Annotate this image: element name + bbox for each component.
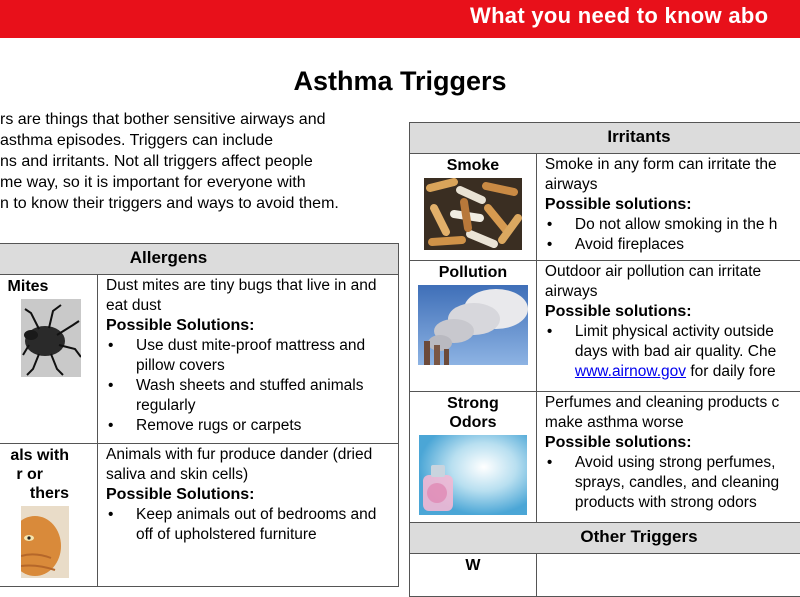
solution-line: • Avoid using strong perfumes, [575,453,800,473]
solutions-title: Possible solutions: [545,433,800,453]
pollution-description-cell [536,261,800,392]
solution-line: days with bad air quality. Che [575,342,800,362]
row-label: thers [0,484,69,503]
solutions-title: Possible Solutions: [106,316,392,336]
row-label: Pollution [410,263,536,282]
header-banner [0,0,800,38]
solution-line: sprays, candles, and cleaning [575,473,800,493]
solution-line: off of upholstered furniture [136,525,392,545]
row-label: r or [0,465,69,484]
intro-line: n to know their triggers and ways to avoid them. [0,193,380,214]
description-line: eat dust [106,296,392,316]
intro-line: rs are things that bother sensitive airways and [0,109,380,130]
solutions-list [106,505,392,545]
list-item [545,322,800,382]
strong-odors-label-cell [410,392,537,523]
solution-line: • Remove rugs or carpets [136,416,392,436]
table-row [0,275,399,444]
table-row [410,154,800,261]
solutions-list [545,322,800,382]
table-row [410,261,800,392]
solutions-title: Possible solutions: [545,195,800,215]
intro-line: ns and irritants. Not all triggers affect people [0,151,380,172]
airnow-link[interactable]: www.airnow.gov [575,363,686,380]
dust-mite-image [21,299,81,377]
intro-line: me way, so it is important for everyone with [0,172,380,193]
other-triggers-header: Other Triggers [410,523,800,554]
animals-label-cell [0,444,98,587]
animals-description-cell [98,444,399,587]
solution-line [575,362,800,382]
irritants-table [409,122,800,597]
solutions-list [545,453,800,513]
page-title: Asthma Triggers [0,66,800,97]
description-line: Dust mites are tiny bugs that live in and [106,276,392,296]
row-label: als with [0,446,69,465]
description-line: Animals with fur produce dander (dried [106,445,392,465]
list-item [106,336,392,376]
pollution-smokestacks-image [418,285,528,365]
solutions-list [545,215,800,255]
intro-line: asthma episodes. Triggers can include [0,130,380,151]
list-item [545,215,800,235]
allergens-table [0,243,399,587]
list-item [106,376,392,416]
list-item [545,235,800,255]
dust-mites-label-cell [0,275,98,444]
solutions-list [106,336,392,436]
solution-line: • Wash sheets and stuffed animals [136,376,392,396]
table-row [0,444,399,587]
intro-paragraph [0,109,380,214]
cat-image [21,506,69,578]
smoke-label-cell [410,154,537,261]
row-label: W [410,556,536,575]
description-line: Outdoor air pollution can irritate [545,262,800,282]
list-item [106,416,392,436]
table-row [410,554,800,597]
solution-line: products with strong odors [575,493,800,513]
list-item [106,505,392,545]
solutions-title: Possible Solutions: [106,485,392,505]
banner-title: What you need to know abo [470,3,768,29]
strong-odors-description-cell [536,392,800,523]
row-label: Strong [410,394,536,413]
list-item [545,453,800,513]
dust-mites-description-cell [98,275,399,444]
description-line: saliva and skin cells) [106,465,392,485]
smoke-description-cell [536,154,800,261]
other-partial-description-cell [536,554,800,597]
solution-line: • Do not allow smoking in the h [575,215,800,235]
perfume-bottle-image [419,435,527,515]
description-line: Perfumes and cleaning products c [545,393,800,413]
description-line: make asthma worse [545,413,800,433]
table-row [410,392,800,523]
allergens-header: Allergens [0,244,399,275]
solution-line: • Keep animals out of bedrooms and [136,505,392,525]
cigarette-butts-image [424,178,522,250]
solution-line: • Avoid fireplaces [575,235,800,255]
solution-line: regularly [136,396,392,416]
link-suffix: for daily fore [686,363,776,380]
description-line: airways [545,175,800,195]
solution-line: • Limit physical activity outside [575,322,800,342]
solution-line: • Use dust mite-proof mattress and [136,336,392,356]
other-partial-label-cell [410,554,537,597]
description-line: Smoke in any form can irritate the [545,155,800,175]
irritants-header: Irritants [410,123,800,154]
row-label: Odors [410,413,536,432]
solution-line: pillow covers [136,356,392,376]
row-label: Smoke [410,156,536,175]
row-label: Mites [0,277,97,296]
solutions-title: Possible solutions: [545,302,800,322]
pollution-label-cell [410,261,537,392]
description-line: airways [545,282,800,302]
